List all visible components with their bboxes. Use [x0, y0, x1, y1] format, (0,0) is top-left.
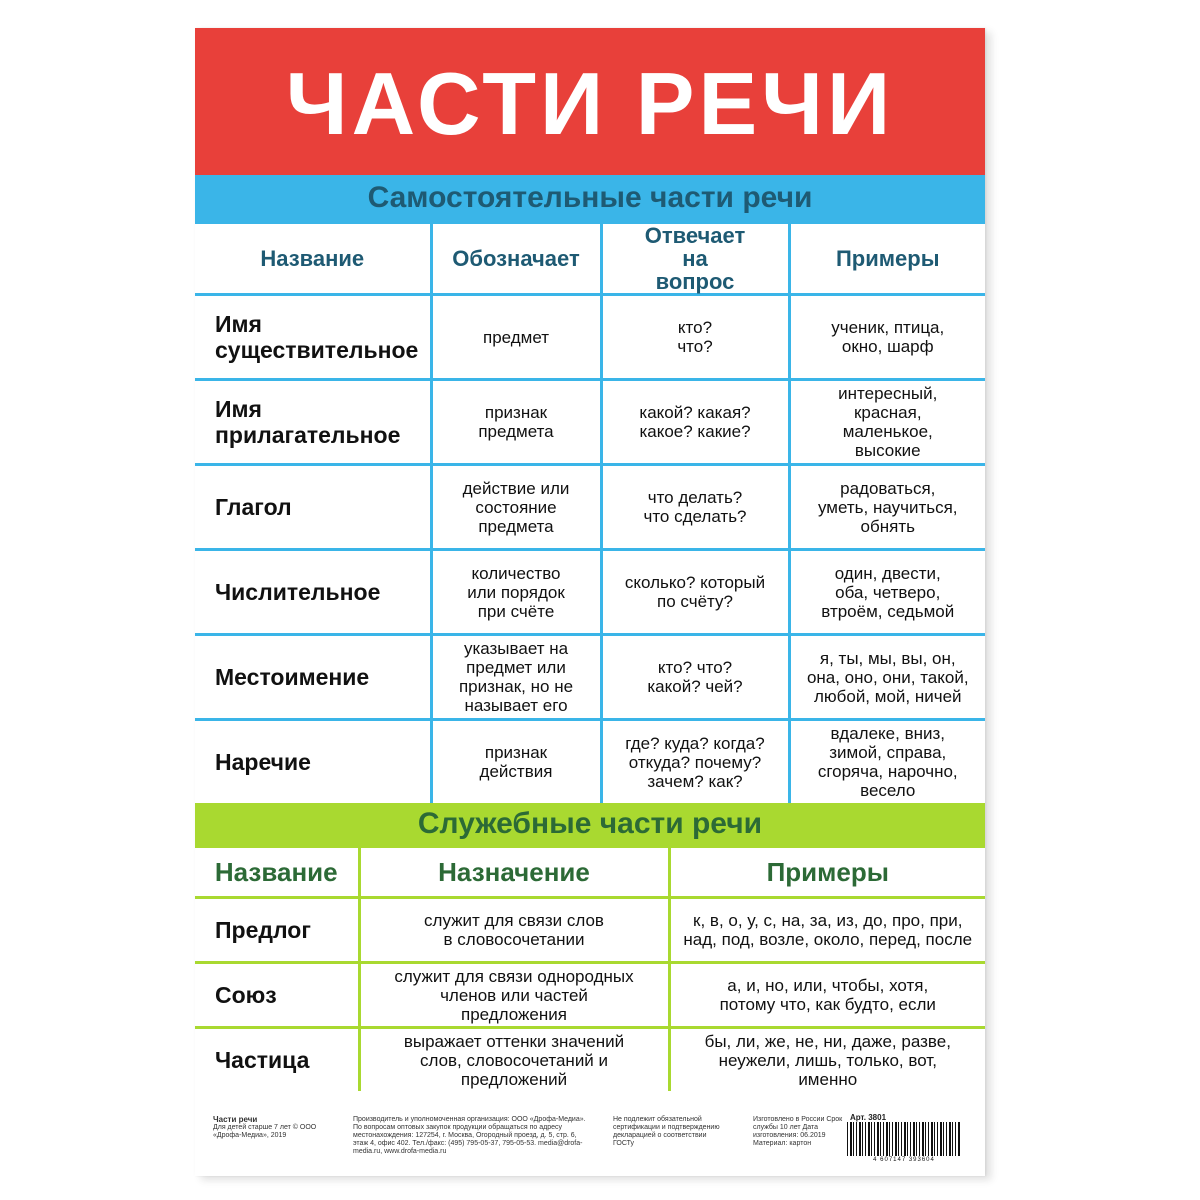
part-question — [601, 720, 789, 804]
footer-col1-text: Для детей старше 7 лет © ООО «Дрофа-Медиа», 2019 — [213, 1124, 317, 1139]
header-name: Название — [195, 223, 431, 295]
barcode-icon — [847, 1122, 961, 1156]
part-examples-text: я, ты, мы, вы, он, она, оно, они, такой, любой, мой, ничей — [806, 648, 969, 706]
table-row — [195, 380, 985, 465]
part-means-text: действие или состояние предмета — [462, 478, 570, 536]
part-name-text: Имя прилагательное — [215, 396, 401, 448]
part-means-text: количество или порядок при счёте — [467, 563, 565, 621]
part-means — [431, 550, 601, 635]
part-means — [431, 720, 601, 804]
barcode-number: 4 607147 393604 — [847, 1157, 961, 1163]
part-purpose-text: служит для связи однородных членов или частей предложения — [394, 966, 634, 1024]
section1-heading: Самостоятельные части речи — [195, 175, 985, 222]
footer-col4-text: Изготовлено в России Срок службы 10 лет Дата изготовления: 06.2019 Материал: картон — [753, 1116, 843, 1147]
part-examples-text: ученик, птица, окно, шарф — [831, 318, 945, 356]
poster — [195, 28, 985, 1176]
part-name — [195, 380, 431, 465]
article-number: Арт. 3801 — [850, 1113, 887, 1122]
table-row — [195, 550, 985, 635]
part-examples-text: бы, ли, же, не, ни, даже, разве, неужели, лишь, только, вот, именно — [704, 1031, 951, 1089]
part-name: Местоимение — [195, 635, 431, 720]
part-examples — [669, 898, 985, 963]
part-purpose — [359, 1028, 669, 1092]
section2-heading: Служебные части речи — [195, 803, 985, 845]
table-row — [195, 963, 985, 1028]
part-examples — [789, 380, 985, 465]
part-question-text: кто? что? — [677, 318, 713, 356]
part-purpose-text: служит для связи слов в словосочетании — [424, 911, 604, 949]
part-means-text: признак действия — [479, 743, 553, 781]
part-question-text: сколько? который по счёту? — [624, 573, 766, 611]
part-name: Наречие — [195, 720, 431, 804]
part-examples — [789, 465, 985, 550]
footer-col1 — [213, 1116, 333, 1140]
header-question — [601, 223, 789, 295]
part-examples-text: интересный, красная, маленькое, высокие — [838, 384, 938, 460]
part-examples-text: радоваться, уметь, научиться, обнять — [817, 478, 958, 536]
part-name-text: Имя существительное — [215, 311, 419, 363]
part-means — [431, 380, 601, 465]
part-name: Частица — [195, 1028, 359, 1092]
part-purpose — [359, 963, 669, 1028]
header-question-label: Отвечает на вопрос — [644, 223, 746, 294]
part-examples — [789, 720, 985, 804]
poster-title: ЧАСТИ РЕЧИ — [285, 54, 895, 153]
part-means-text: признак предмета — [478, 403, 554, 441]
part-purpose — [359, 898, 669, 963]
part-examples-text: один, двести, оба, четверо, втроём, седьмой — [821, 563, 955, 621]
part-means — [431, 465, 601, 550]
header-name: Название — [195, 847, 359, 898]
table-header-row — [195, 223, 985, 295]
part-examples — [669, 1028, 985, 1092]
footer-col2-text: Производитель и уполномоченная организация: ООО «Дрофа-Медиа». По вопросам оптовых закупок продукции обращаться по адресу местонахождения: 127254, г. Москва, Огородный проезд, д. 5, стр. 6, этаж 4, офис 402. Тел./факс: (495) 795-05-37, 795-05-53. media@drofa-media.ru, www.drofa-media.ru — [353, 1116, 586, 1155]
part-question — [601, 295, 789, 380]
part-examples-text: а, и, но, или, чтобы, хотя, потому что, как будто, если — [719, 976, 936, 1014]
independent-parts-table — [195, 221, 985, 803]
table-header-row — [195, 847, 985, 898]
header-means: Обозначает — [431, 223, 601, 295]
part-name: Числительное — [195, 550, 431, 635]
table-row — [195, 898, 985, 963]
header-examples: Примеры — [789, 223, 985, 295]
header-examples: Примеры — [669, 847, 985, 898]
part-question — [601, 550, 789, 635]
table-row — [195, 720, 985, 804]
part-examples-text: вдалеке, вниз, зимой, справа, сгоряча, нарочно, весело — [817, 724, 958, 800]
header-purpose: Назначение — [359, 847, 669, 898]
table-row — [195, 635, 985, 720]
part-examples — [669, 963, 985, 1028]
part-name — [195, 295, 431, 380]
part-question-text: что делать? что сделать? — [643, 488, 747, 526]
part-question-text: какой? какая? какое? какие? — [639, 403, 751, 441]
part-name: Глагол — [195, 465, 431, 550]
footer-col3-text: Не подлежит обязательной сертификации и подтверждению декларацией о соответствии ГОСТу — [613, 1116, 720, 1147]
part-means: предмет — [431, 295, 601, 380]
part-question — [601, 380, 789, 465]
part-examples — [789, 295, 985, 380]
table-row — [195, 295, 985, 380]
part-question — [601, 465, 789, 550]
part-purpose-text: выражает оттенки значений слов, словосочетаний и предложений — [403, 1031, 625, 1089]
auxiliary-parts-table — [195, 845, 985, 1091]
part-means — [431, 635, 601, 720]
part-question — [601, 635, 789, 720]
part-name: Союз — [195, 963, 359, 1028]
table-row — [195, 1028, 985, 1092]
part-question-text: где? куда? когда? откуда? почему? зачем? как? — [625, 733, 765, 791]
table-row — [195, 465, 985, 550]
part-examples — [789, 635, 985, 720]
part-means-text: указывает на предмет или признак, но не называет его — [458, 639, 574, 715]
title-band — [195, 28, 985, 175]
part-examples-text: к, в, о, у, с, на, за, из, до, про, при, над, под, возле, около, перед, после — [683, 911, 973, 949]
part-examples — [789, 550, 985, 635]
footer-title: Части речи — [213, 1115, 258, 1124]
part-question-text: кто? что? какой? чей? — [647, 658, 743, 696]
part-name: Предлог — [195, 898, 359, 963]
